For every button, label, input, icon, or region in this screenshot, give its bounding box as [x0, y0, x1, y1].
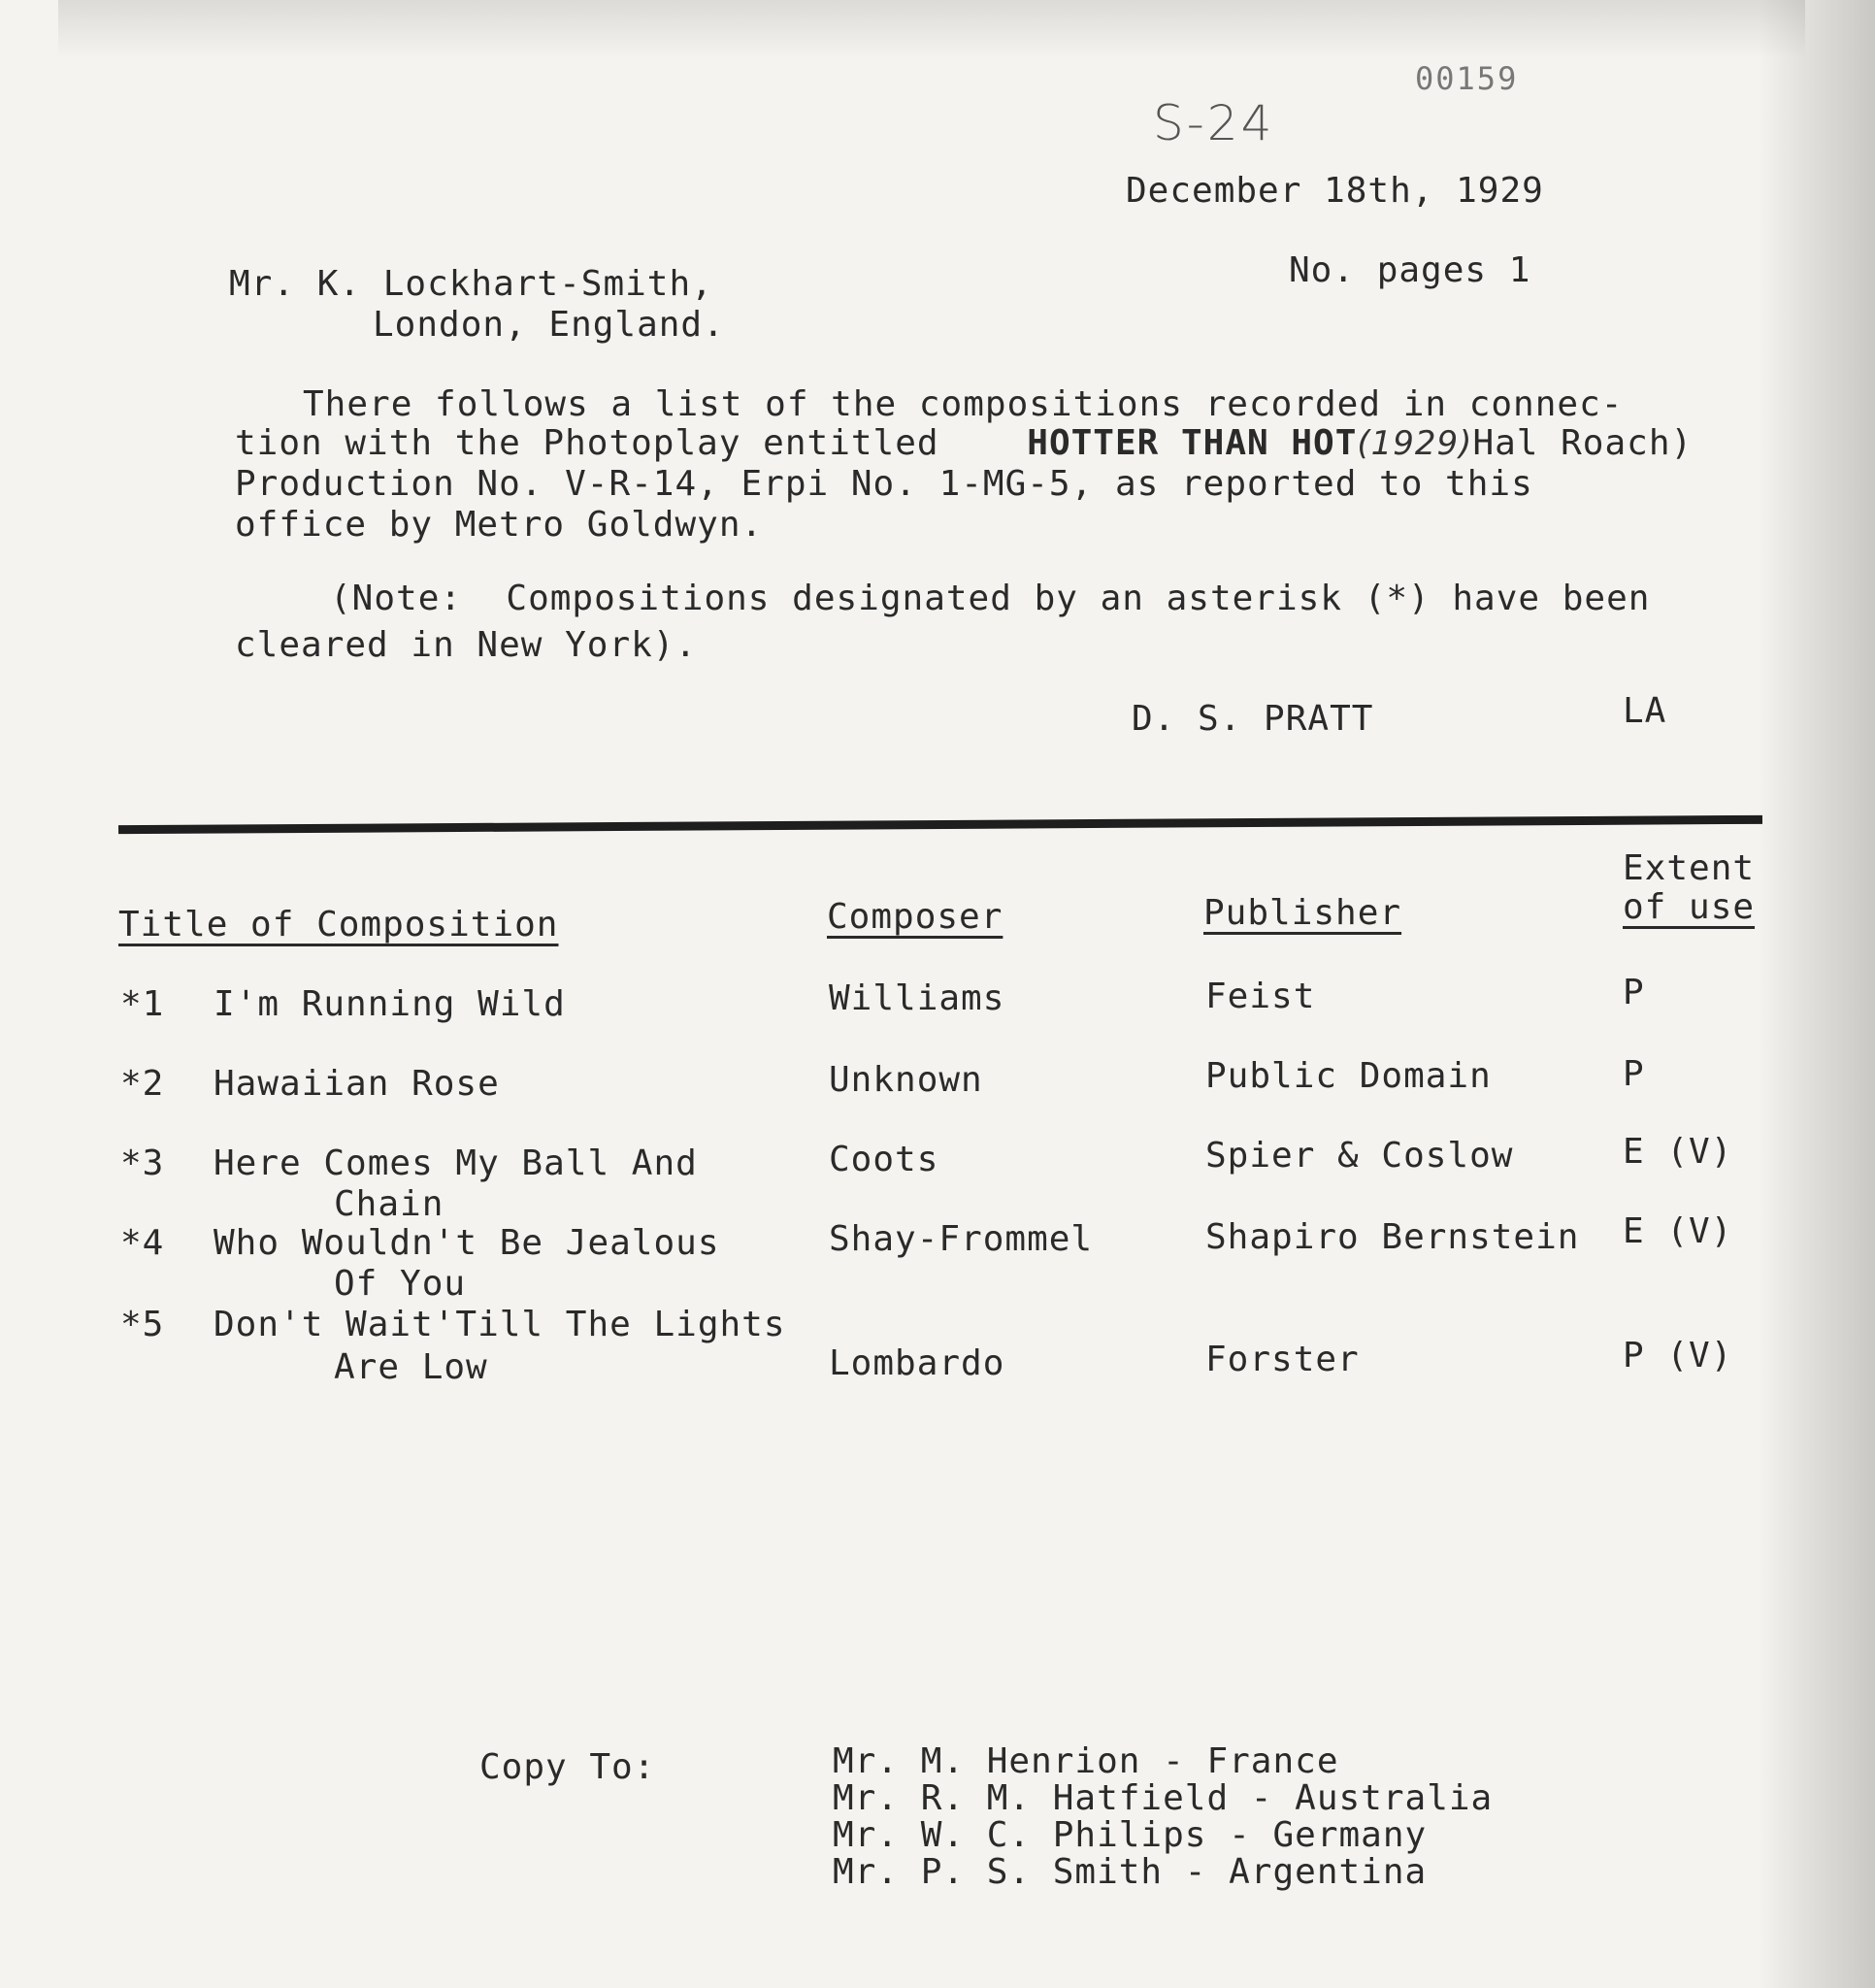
handwritten-reference: S-24 [1153, 95, 1275, 151]
row-2-title: Hawaiian Rose [214, 1064, 500, 1104]
row-3-publisher: Spier & Coslow [1205, 1136, 1514, 1176]
copy-recipient-3: Mr. W. C. Philips - Germany [833, 1815, 1428, 1855]
body-line-1: There follows a list of the compositions recorded in connec- [303, 384, 1624, 424]
row-5-composer: Lombardo [829, 1343, 1005, 1383]
row-5-publisher: Forster [1205, 1340, 1360, 1379]
copy-to-label: Copy To: [479, 1747, 656, 1787]
body-line-2-text: tion with the Photoplay entitled [235, 423, 939, 463]
signature-name: D. S. PRATT [1132, 699, 1374, 739]
row-5-number: *5 [120, 1305, 165, 1344]
note-line-1: (Note: Compositions designated by an asterisk (*) have been [330, 579, 1651, 618]
recipient-name: Mr. K. Lockhart-Smith, [229, 264, 713, 304]
header-publisher: Publisher [1203, 893, 1402, 933]
row-1-number: *1 [120, 984, 165, 1024]
row-4-number: *4 [120, 1223, 165, 1263]
row-2-extent: P [1623, 1054, 1645, 1094]
letter-date: December 18th, 1929 [1126, 171, 1544, 211]
row-3-number: *3 [120, 1143, 165, 1183]
producer: Hal Roach) [1472, 423, 1694, 463]
stamp-number: 00159 [1415, 60, 1519, 97]
row-5-extent: P (V) [1623, 1336, 1733, 1375]
row-1-composer: Williams [829, 978, 1005, 1018]
scan-shadow-right [1759, 0, 1875, 1988]
header-composer: Composer [827, 897, 1003, 937]
scan-shadow-top [58, 0, 1805, 58]
row-4-composer: Shay-Frommel [829, 1219, 1094, 1259]
body-line-4: office by Metro Goldwyn. [235, 505, 764, 545]
row-2-composer: Unknown [829, 1060, 983, 1100]
row-4-extent: E (V) [1623, 1211, 1733, 1251]
note-line-2: cleared in New York). [235, 625, 698, 665]
header-extent-line1: Extent [1623, 848, 1756, 888]
recipient-location: London, England. [373, 305, 725, 345]
row-4-title: Who Wouldn't Be Jealous [214, 1223, 720, 1263]
row-5-title: Don't Wait'Till The Lights [214, 1305, 786, 1344]
row-1-extent: P [1623, 973, 1645, 1012]
header-title-of-composition: Title of Composition [118, 905, 559, 944]
row-3-title-continued: Chain [334, 1184, 444, 1224]
row-2-number: *2 [120, 1064, 165, 1104]
film-title: HOTTER THAN HOT [1027, 423, 1358, 463]
handwritten-year: (1929) [1357, 424, 1473, 463]
row-3-title: Here Comes My Ball And [214, 1143, 698, 1183]
copy-recipient-4: Mr. P. S. Smith - Argentina [833, 1852, 1428, 1892]
body-line-2 [235, 423, 1693, 463]
row-4-publisher: Shapiro Bernstein [1205, 1217, 1580, 1257]
copy-recipient-1: Mr. M. Henrion - France [833, 1741, 1339, 1781]
row-3-extent: E (V) [1623, 1132, 1733, 1172]
page-count: No. pages 1 [1289, 250, 1531, 290]
copy-recipient-2: Mr. R. M. Hatfield - Australia [833, 1778, 1494, 1818]
divider-rule [118, 815, 1762, 834]
row-1-publisher: Feist [1205, 977, 1316, 1016]
row-3-composer: Coots [829, 1140, 939, 1179]
row-2-publisher: Public Domain [1205, 1056, 1492, 1096]
signature-office: LA [1623, 691, 1667, 731]
row-4-title-continued: Of You [334, 1264, 467, 1304]
row-1-title: I'm Running Wild [214, 984, 566, 1024]
row-5-title-continued: Are Low [334, 1347, 488, 1387]
body-line-3: Production No. V-R-14, Erpi No. 1-MG-5, as reported to this [235, 464, 1533, 504]
header-extent-line2: of use [1623, 887, 1756, 927]
